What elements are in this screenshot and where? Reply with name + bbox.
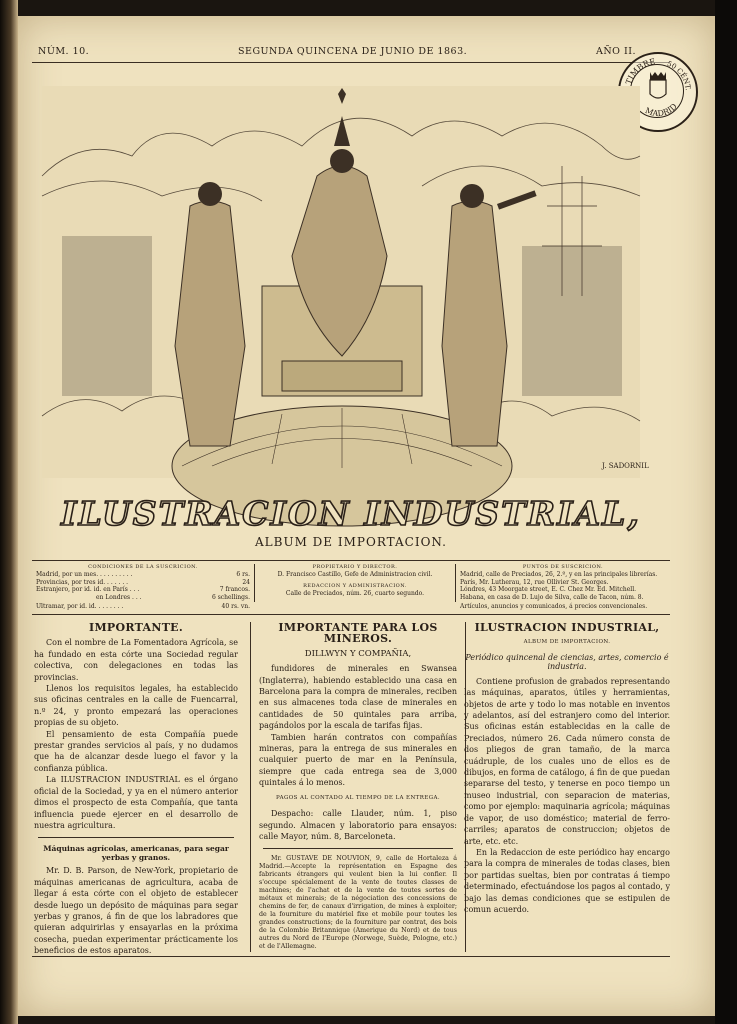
subscription-points (460, 564, 666, 602)
conditions-heading: CONDICIONES DE LA SUSCRICION. (88, 564, 198, 570)
newspaper-title: ILUSTRACION INDUSTRIAL, (61, 494, 641, 533)
office-text: Calle de Preciados, núm. 26, cuarto segundo. (285, 590, 425, 598)
engraver-signature: J. SADORNIL (602, 462, 649, 470)
header-rule (32, 62, 670, 63)
condition-label: Provincias, por tres id. . . . . . . (36, 578, 129, 586)
info-top-rule (32, 560, 670, 561)
issue-number: NÚM. 10. (38, 46, 90, 57)
point-item: Madrid, calle de Preciados, 26, 2.º, y en las principales librerías. (460, 571, 658, 579)
owner-text: D. Francisco Castillo, Gefe de Administracion civil. (277, 571, 433, 579)
paragraph: fundidores de minerales en Swansea (Inglaterra), habiendo establecido una casa en Barcelona para la compra de minerales, reciben en sus almacenes toda clase de minerales en cantidades de 50 quintales para arriba, pagándolos por la escala de tarifas fijas. (259, 664, 457, 731)
column-ilustracion (464, 622, 670, 952)
subscription-conditions (36, 564, 250, 602)
allegorical-engraving (42, 86, 649, 478)
section-subheading: Máquinas agrícolas, americanas, para segar yerbas y granos. (43, 844, 229, 863)
points-heading: PUNTOS DE SUSCRICION. (522, 564, 604, 570)
svg-text:MADRID (644, 102, 679, 118)
owner-heading: PROPIETARIO Y DIRECTOR. (312, 564, 398, 570)
subscription-info-bar (32, 564, 670, 602)
column-heading: IMPORTANTE PARA LOS MINEROS. (278, 621, 438, 646)
condition-value: 7 francos. (219, 586, 250, 594)
condition-label: Madrid, por un mes. . . . . . . . . . (36, 571, 133, 579)
stamp-side-text: 50 CÉNT. (665, 59, 692, 91)
paragraph: Despacho: calle Llauder, núm. 1, piso segundo. Almacen y laboratorio para ensayos: calle Mayor, núm. 8, Barceloneta. (259, 809, 457, 841)
newspaper-page (18, 16, 715, 1016)
condition-value: 24 (242, 578, 250, 586)
point-item: Artículos, anuncios y comunicados, á precios convencionales. (460, 603, 648, 610)
point-item: Lóndres, 43 Moorgate street, E. C. Chez Mr. Ed. Mitchell. (460, 586, 637, 594)
condition-label: Ultramar, por id. id. . . . . . . . (36, 603, 124, 610)
book-spine (0, 0, 18, 1024)
column-subheading: DILLWYN Y COMPAÑIA, (304, 648, 412, 659)
column-mineros (250, 622, 466, 952)
column-small-heading: ALBUM DE IMPORTACION. (523, 639, 611, 646)
paragraph: La ILUSTRACION INDUSTRIAL es el órgano oficial de la Sociedad, y ya en el número anterior dimos el prospecto de esta Compañía, que tanta influencia puede ejercer en el desarrollo de nuestra agricultura. (34, 775, 238, 830)
condition-label: Estranjero, por id. id. en París . . . (36, 586, 140, 594)
column-importante (34, 621, 238, 956)
stamp-bottom-text: MADRID (643, 101, 679, 119)
page-edge-shadow (715, 0, 737, 1024)
paragraph: Tambien harán contratos con compañías mineras, para la entrega de sus minerales en cualquier puerto de mar en la Península, siempre que cada entrega sea de 3,000 quintales á lo menos. (259, 732, 457, 788)
editorial-info (254, 564, 456, 602)
paragraph: En la Redaccion de este periódico hay encargo para la compra de minerales de todas clases, bien por partidas sueltas, bien por contratas á tiempo determinado, efectuándose los pagos al contado, y bajo las demas condiciones que se estipulen de comun acuerdo. (464, 847, 670, 914)
section-divider (263, 848, 453, 849)
newspaper-subtitle: ALBUM DE IMPORTACION. (255, 535, 447, 549)
svg-text:TIMBRE (624, 57, 656, 86)
info-bottom-rule (32, 614, 670, 615)
section-divider (38, 837, 234, 838)
paragraph: Llenos los requisitos legales, ha establecido sus oficinas centrales en la calle de Fuencarral, n.º 24, y pronto empezará las operaciones propias de su objeto. (34, 684, 238, 728)
condition-label: en Londres . . . (96, 593, 142, 601)
office-heading: REDACCION Y ADMINISTRACION. (303, 582, 407, 589)
fine-print-notice: Mr. GUSTAVE DE NOUVION, 9, calle de Hortaleza á Madrid.—Accepte la représentation en Espagne des fabricants étrangers qui veulent bien la lui confier. Il s'occupe spécialement de la vente de toutes classes de machines; de l'achat et de la vente de toutes sortes de métaux et minerais; de la négociation des concessions de chemins de fer, de canaux d'irrigation, de mines à exploiter; de la fourniture du matériel fixe et mobile pour toutes les grandes constructions; de la fourniture par contrat, des bois de la Colombie Britannique (Amerique du Nord) et de tous autres du Nord de l'Europe (Norwege, Suède, Pologne, etc.) et de l'Allemagne. (259, 855, 457, 951)
condition-value: 6 rs. (236, 571, 250, 579)
paragraph: Mr. D. B. Parson, de New-York, propietario de máquinas americanas de agricultura, acaba de llegar á esta córte con el objeto de establecer desde luego un depósito de máquinas para segar yerbas y granos, á fin de que los labradores que quieran adquirirlas y ensayarlas en la próxima cosecha, puedan experimentar prácticamente los beneficios de estos aparatos. (34, 866, 238, 956)
condition-row-last (36, 603, 250, 610)
column-tagline: Periódico quincenal de ciencias, artes, comercio é industria. (465, 652, 669, 672)
paragraph: El pensamiento de esta Compañía puede prestar grandes servicios al país, y no dudamos que ha de alcanzar desde luego el favor y la confianza pública. (34, 729, 238, 773)
issue-year: AÑO II. (596, 46, 637, 57)
column-heading: ILUSTRACION INDUSTRIAL, (474, 621, 660, 634)
svg-text:50 CÉNT. (666, 60, 692, 91)
point-item: París, Mr. Lutherau, 12, rue Ollivier St. Georges. (460, 578, 609, 586)
payment-note: PAGOS AL CONTADO AL TIEMPO DE LA ENTREGA. (275, 794, 441, 801)
condition-value: 6 schellings. (211, 593, 250, 601)
paragraph: Con el nombre de La Fomentadora Agrícola, se ha fundado en esta córte una Sociedad regular colectiva, con delegaciones en todas las provincias. (34, 638, 238, 682)
article-columns (32, 621, 670, 956)
paragraph: Contiene profusion de grabados representando las máquinas, aparatos, útiles y herramientas, objetos de arte y todo lo mas notable en inventos y adelantos, así del estranjero como del interior. Sus oficinas están establecidas en la calle de Preciados, número 26. Cada número consta de dos pliegos de gran tamaño, de la marca cuádruple, de los cuales uno de ellos es de dibujos, en forma de catálogo, á fin de que puedan separarse del testo, y tenerse en poco tiempo un museo industrial, con separacion de materias, como por ejemplo: maquinaria agrícola; máquinas de vapor, de uso doméstico; material de ferro-carriles; aparatos de construccion; objetos de arte, etc. etc. (464, 676, 670, 846)
footer-rule (32, 956, 670, 957)
stamp-top-text: TIMBRE (624, 57, 656, 86)
point-item: Habana, en casa de D. Lujo de Silva, calle de Tacon, núm. 8. (460, 593, 644, 601)
column-heading: IMPORTANTE. (89, 621, 183, 634)
issue-date: SEGUNDA QUINCENA DE JUNIO DE 1863. (238, 46, 468, 57)
condition-value: 40 rs. vn. (221, 603, 250, 610)
masthead (32, 494, 670, 549)
